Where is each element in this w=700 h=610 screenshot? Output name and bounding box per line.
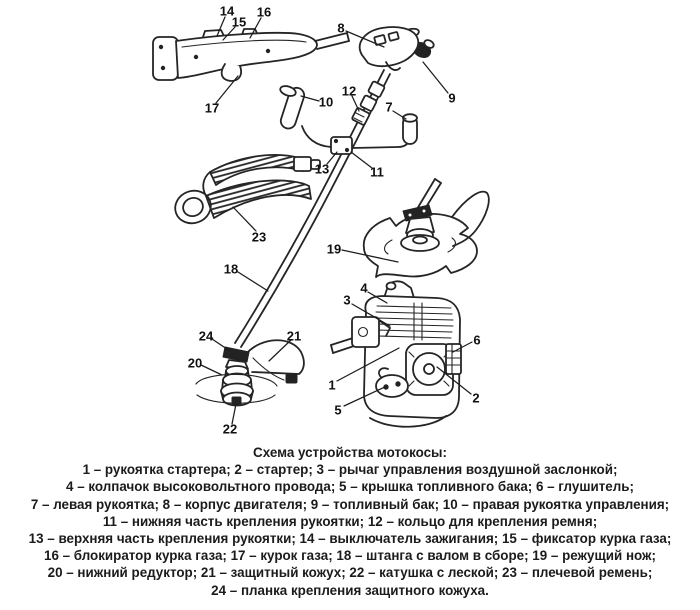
callout-leader-18 — [238, 272, 268, 291]
legend-line-8: 24 – планка крепления защитного кожуха. — [211, 582, 489, 598]
callout-number-22: 22 — [222, 421, 238, 437]
callout-number-9: 9 — [448, 90, 456, 106]
callout-number-7: 7 — [385, 99, 393, 115]
callout-number-2: 2 — [472, 390, 480, 406]
callout-number-18: 18 — [223, 261, 239, 277]
callout-number-20: 20 — [187, 355, 203, 371]
legend — [0, 444, 700, 599]
callout-number-15: 15 — [231, 14, 247, 30]
blade-guard — [246, 340, 304, 383]
callout-number-21: 21 — [286, 328, 302, 344]
callout-number-14: 14 — [219, 3, 235, 19]
callout-number-1: 1 — [328, 377, 336, 393]
callout-leader-9 — [423, 62, 448, 93]
legend-line-4: 11 – нижняя часть крепления рукоятки; 12 – кольцо для крепления ремня; — [102, 513, 598, 529]
legend-line-5: 13 – верхняя часть крепления рукоятки; 14 – выключатель зажигания; 15 – фиксатор курка газа; — [28, 531, 672, 547]
callout-leader-11 — [351, 152, 372, 168]
callout-number-19: 19 — [326, 241, 342, 257]
callout-number-3: 3 — [343, 292, 351, 308]
legend-line-7: 20 – нижний редуктор; 21 – защитный кожух; 22 – катушка с леской; 23 – плечевой ремень; — [47, 565, 653, 581]
callout-number-17: 17 — [204, 100, 220, 116]
callout-number-23: 23 — [251, 229, 267, 245]
callout-number-16: 16 — [256, 4, 272, 20]
callout-number-6: 6 — [473, 332, 481, 348]
shoulder-strap — [171, 155, 320, 228]
callout-number-13: 13 — [314, 161, 330, 177]
legend-line-3: 7 – левая рукоятка; 8 – корпус двигателя; 9 – топливный бак; 10 – правая рукоятка управления; — [30, 496, 670, 512]
callout-leader-23 — [233, 207, 256, 231]
legend-line-2: 4 – колпачок высоковольтного провода; 5 – крышка топливного бака; 6 – глушитель; — [66, 479, 634, 495]
callout-number-5: 5 — [334, 402, 342, 418]
callout-number-8: 8 — [337, 20, 345, 36]
callout-number-4: 4 — [360, 280, 368, 296]
callout-leader-20 — [201, 365, 222, 375]
cutting-blade — [364, 179, 489, 277]
legend-line-1: 1 – рукоятка стартера; 2 – стартер; 3 – рычаг управления воздушной заслонкой; — [82, 462, 618, 478]
legend-title: Схема устройства мотокосы: — [253, 445, 447, 460]
callout-number-12: 12 — [341, 83, 357, 99]
callout-number-10: 10 — [318, 94, 334, 110]
callout-number-24: 24 — [198, 328, 214, 344]
gear-head — [196, 347, 277, 406]
callout-number-11: 11 — [370, 164, 384, 180]
legend-line-6: 16 – блокиратор курка газа; 17 – курок газа; 18 – штанга с валом в сборе; 19 – режущий нож; — [44, 548, 656, 564]
callout-leader-24 — [212, 339, 230, 351]
